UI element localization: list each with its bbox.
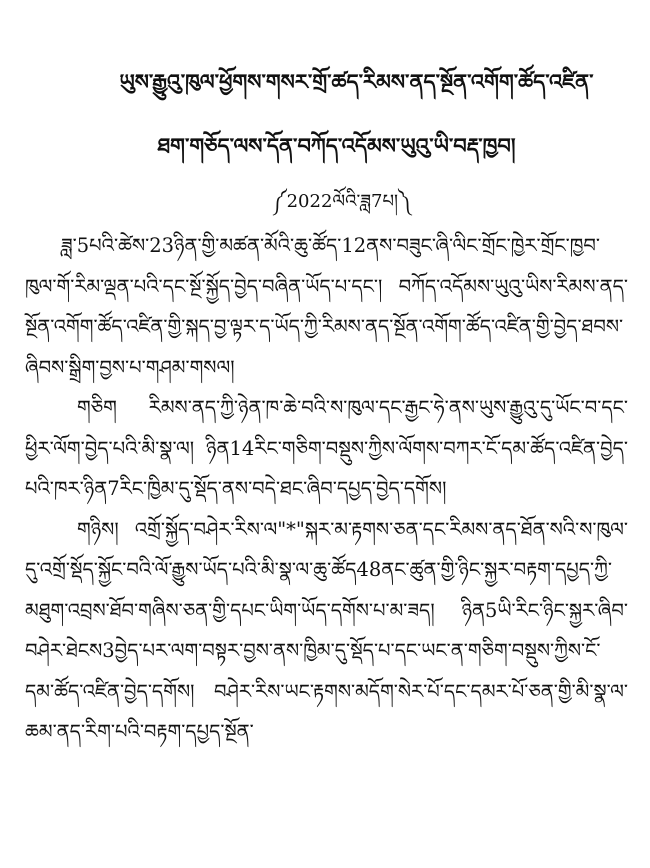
document-body bbox=[25, 226, 628, 753]
document-title-line-1: ཡུས་རྒྱུའུ་ཁུལ་ཕྱོགས་གསར་གྲོ་ཚད་རིམས་ནད་སྔོན་འགོག་ཚོད་འཛིན་ bbox=[119, 69, 594, 94]
document-date: ༼2022ལོའི་ཟླ7པ།༽ bbox=[272, 191, 411, 212]
paragraph-item-1: གཅིག རིམས་ནད་ཀྱི་ཉེན་ཁ་ཆེ་བའི་ས་ཁུལ་དང་རྒྱང་ཧེ་ནས་ཡུས་རྒྱུའུ་དུ་ཡོང་བ་དང་ཕྱིར་ལོག་བྱེད་པའི་མི་སྣ་ལ། ཉིན14རིང་གཅིག་བསྡུས་ཀྱིས་ལོགས་བཀར་ངོ་དམ་ཚོད་འཛིན་བྱེད་པའི་ཁར་ཉིན7རིང་ཁྱིམ་དུ་སྡོད་ནས་བདེ་ཐང་ཞིབ་དཔྱད་བྱེད་དགོས། bbox=[25, 396, 628, 500]
paragraph-item-2: གཉིས། འགྲོ་སྐྱོད་བཤེར་རིས་ལ"*"སྐར་མ་རྟགས་ཅན་དང་རིམས་ནད་ཐོན་སའི་ས་ཁུལ་དུ་འགྲོ་སྡོད་སྐྱོང་བའི་ལོ་རྒྱུས་ཡོད་པའི་མི་སྣ་ལ་ཆུ་ཚོད48ནང་ཚུན་གྱི་ཉིང་སྐྱར་བརྟག་དཔྱད་ཀྱི་མཐུག་འབྲས་ཐོབ་གཞིས་ཅན་གྱི་དཔང་ཡིག་ཡོད་དགོས་པ་མ་ཟད། ཉིན5ཡི་རིང་ཉིང་སྐྱར་ཞིབ་བཤེར་ཐེངས3བྱེད་པར་ལག་བསྟར་བྱས་ནས་ཁྱིམ་དུ་སྡོད་པ་དང་ཡང་ན་གཅིག་བསྡུས་ཀྱིས་ངོ་དམ་ཚོད་འཛིན་བྱེད་དགོས། བཤེར་རིས་ཡང་རྟགས་མདོག་སེར་པོ་དང་དམར་པོ་ཅན་གྱི་མི་སྣ་ལ་ཆམ་ནད་རིག་པའི་བརྟག་དཔྱད་སྔོན་ bbox=[25, 517, 628, 743]
paragraph-intro: ཟླ་5པའི་ཚེས་23ཉིན་གྱི་མཚན་མོའི་ཆུ་ཚོད་12ནས་བཟུང་ཞི་ལིང་གྲོང་ཁྱེར་གྲོང་ཁྱབ་ཁུལ་གོ་རིམ་ལྡན་པའི་དང་སྔོ་སྐྱོད་བྱེད་བཞིན་ཡོད་པ་དང་། བཀོད་འདོམས་ཡུའུ་ཡིས་རིམས་ནད་སྔོན་འགོག་ཚོད་འཛིན་གྱི་སྐད་བྱ་ལྟར་ད་ཡོད་ཀྱི་རིམས་ནད་སྔོན་འགོག་ཚོད་འཛིན་གྱི་བྱེད་ཐབས་ཞིབས་སྒྲིག་བྱས་པ་གཤམ་གསལ། bbox=[25, 234, 628, 379]
document-title-line-2: ཐག་གཅོད་ལས་དོན་བཀོད་འདོམས་ཡུའུ་ཡི་བརྡ་ཁྱབ། bbox=[157, 133, 516, 158]
